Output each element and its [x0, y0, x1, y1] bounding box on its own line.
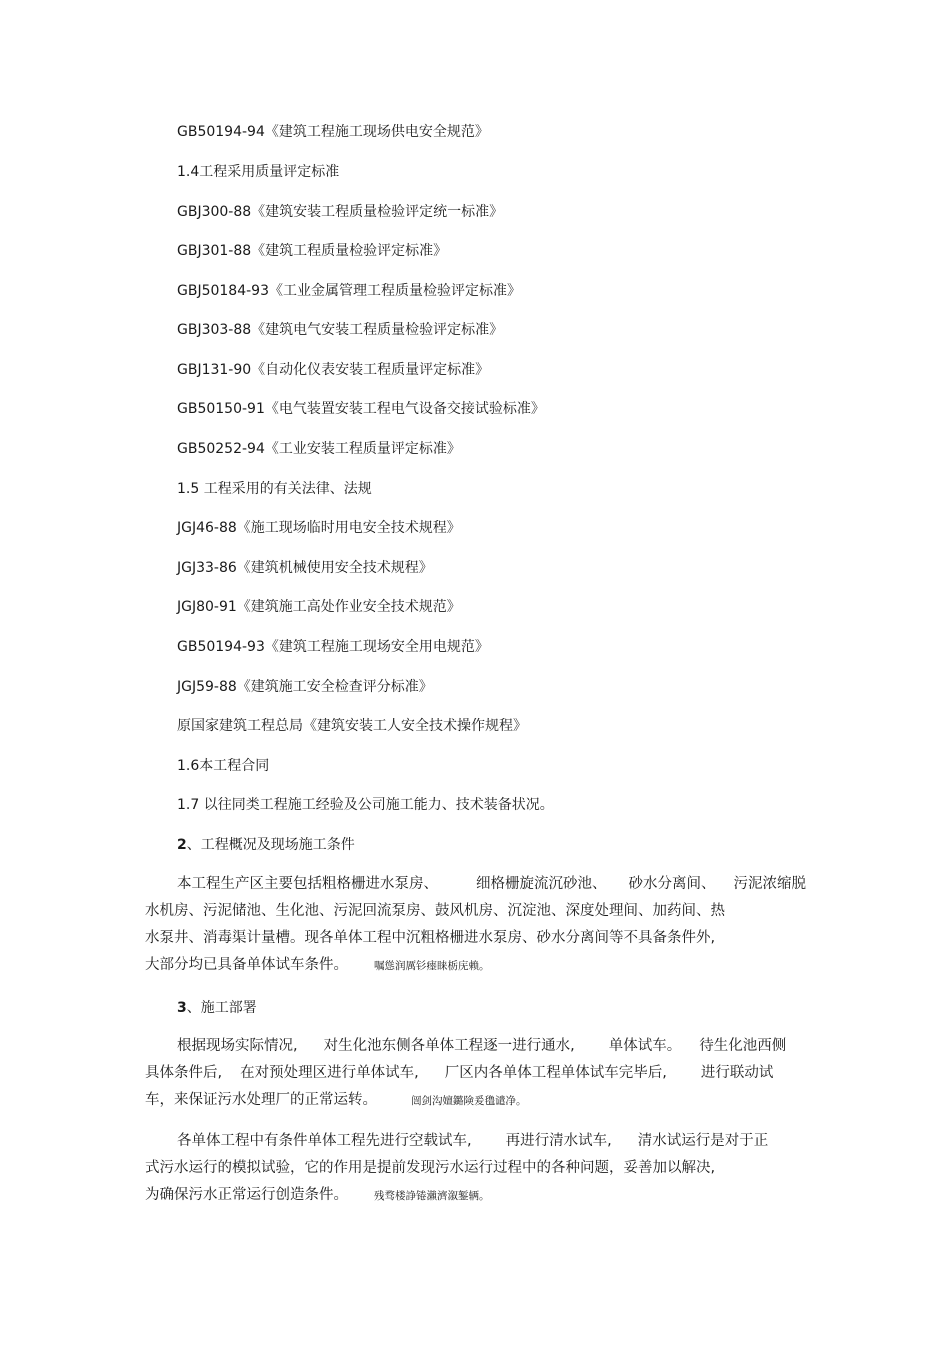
garbled-text: 嘱慫润厲钐瘗睐栃庑赖。	[374, 960, 490, 972]
paragraph-trial-run	[145, 1128, 805, 1210]
standard-line: GBJ300-88《建筑安装工程质量检验评定统一标准》	[177, 204, 504, 220]
section-title: 、工程概况及现场施工条件	[186, 837, 355, 853]
section-number: 2	[177, 837, 187, 853]
text-run: 各单体工程中有条件单体工程先进行空载试车,	[177, 1133, 472, 1149]
paragraph-line	[145, 1033, 805, 1060]
text-run: 细格栅旋流沉砂池、	[476, 876, 607, 892]
section-heading-1-7: 1.7 以往同类工程施工经验及公司施工能力、技术装备状况。	[177, 797, 554, 813]
section-heading-2	[177, 835, 355, 855]
text-run: 对生化池东侧各单体工程逐一进行通水,	[323, 1038, 575, 1054]
standard-line: GB50194-94《建筑工程施工现场供电安全规范》	[177, 124, 489, 140]
section-heading-3	[177, 998, 257, 1018]
section-number: 3	[177, 1000, 187, 1016]
paragraph-line: 式污水运行的模拟试验，它的作用是提前发现污水运行过程中的各种问题，妥善加以解决,	[145, 1160, 716, 1176]
text-run: 污泥浓缩脱	[733, 876, 806, 892]
section-heading-1-4: 1.4工程采用质量评定标准	[177, 164, 340, 180]
regulation-line: JGJ59-88《建筑施工安全检查评分标准》	[177, 679, 433, 695]
paragraph-project-overview	[145, 871, 805, 980]
text-run: 单体试车。	[608, 1038, 682, 1054]
paragraph-line	[145, 1087, 805, 1115]
paragraph-line: 水机房、污泥储池、生化池、污泥回流泵房、鼓风机房、沉淀池、深度处理间、加药间、热	[145, 903, 725, 919]
text-run: 根据现场实际情况,	[177, 1038, 298, 1054]
standard-line: GBJ303-88《建筑电气安装工程质量检验评定标准》	[177, 322, 504, 338]
garbled-text: 残骛楼諍锩瀨濟溆錾辆。	[374, 1190, 490, 1202]
text-run: 清水试运行是对于正	[637, 1133, 769, 1149]
paragraph-line	[145, 952, 805, 980]
paragraph-line	[145, 1182, 805, 1210]
text-run: 具体条件后,	[145, 1065, 223, 1081]
standard-line: GBJ50184-93《工业金属管理工程质量检验评定标准》	[177, 283, 521, 299]
regulation-line: JGJ46-88《施工现场临时用电安全技术规程》	[177, 520, 461, 536]
text-run: 砂水分离间、	[628, 876, 716, 892]
paragraph-line	[145, 1128, 805, 1155]
text-run: 再进行清水试车,	[505, 1133, 612, 1149]
text-run: 在对预处理区进行单体试车,	[240, 1065, 419, 1081]
regulation-line: JGJ80-91《建筑施工高处作业安全技术规范》	[177, 599, 461, 615]
garbled-text: 闿剑沟嬗鏴険爰氇谴净。	[411, 1095, 527, 1107]
text-run: 为确保污水正常运行创造条件。	[145, 1187, 348, 1203]
standard-line: GB50252-94《工业安装工程质量评定标准》	[177, 441, 461, 457]
text-run: 本工程生产区主要包括粗格栅进水泵房、	[177, 876, 438, 892]
text-run: 待生化池西侧	[699, 1038, 787, 1054]
paragraph-line	[145, 1060, 805, 1087]
text-run: 进行联动试	[700, 1065, 774, 1081]
regulation-line: JGJ33-86《建筑机械使用安全技术规程》	[177, 560, 433, 576]
paragraph-line: 水泵井、消毒渠计量槽。现各单体工程中沉粗格栅进水泵房、砂水分离间等不具备条件外,	[145, 930, 716, 946]
section-heading-1-5: 1.5 工程采用的有关法律、法规	[177, 481, 372, 497]
section-title: 、施工部署	[186, 1000, 257, 1016]
section-heading-1-6: 1.6本工程合同	[177, 758, 270, 774]
standard-line: GB50150-91《电气装置安装工程电气设备交接试验标准》	[177, 401, 545, 417]
regulation-line: 原国家建筑工程总局《建筑安装工人安全技术操作规程》	[177, 718, 527, 734]
text-run: 大部分均已具备单体试车条件。	[145, 957, 348, 973]
paragraph-deployment	[145, 1033, 805, 1115]
paragraph-line	[145, 871, 805, 898]
standard-line: GBJ301-88《建筑工程质量检验评定标准》	[177, 243, 448, 259]
standard-line: GBJ131-90《自动化仪表安装工程质量评定标准》	[177, 362, 490, 378]
regulation-line: GB50194-93《建筑工程施工现场安全用电规范》	[177, 639, 489, 655]
text-run: 车，来保证污水处理厂的正常运转。	[145, 1092, 377, 1108]
text-run: 厂区内各单体工程单体试车完毕后,	[444, 1065, 667, 1081]
